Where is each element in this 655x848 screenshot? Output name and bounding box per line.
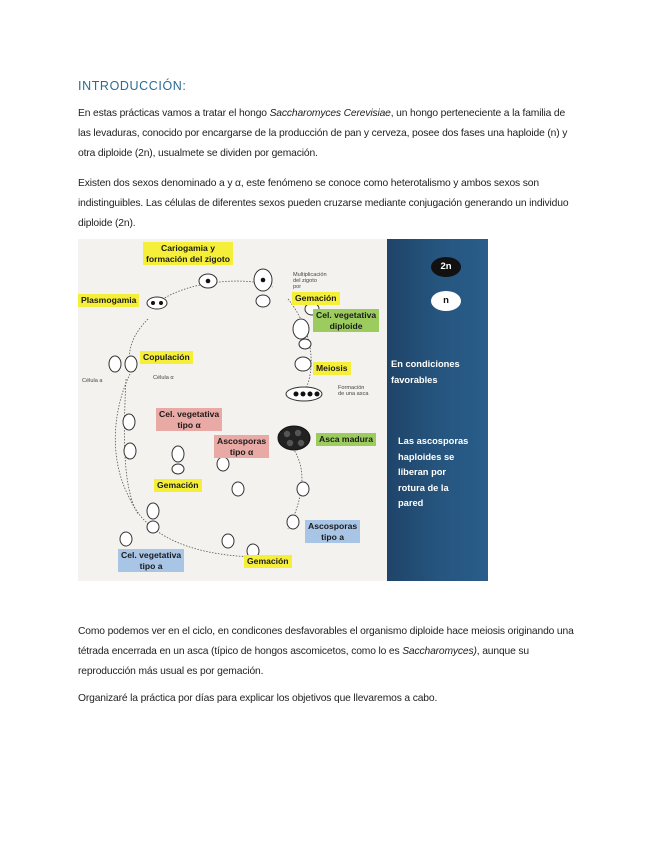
label-ascosporas-a-line2: tipo a bbox=[321, 531, 345, 542]
text-ascosporas-liberan bbox=[398, 434, 468, 512]
text-favorables-line2: favorables bbox=[391, 374, 438, 385]
label-meiosis: Meiosis bbox=[313, 362, 351, 375]
label-ascosporas-alpha-line1: Ascosporas bbox=[217, 436, 267, 446]
section-heading: INTRODUCCIÓN: bbox=[78, 79, 187, 93]
label-cel-veg-a-line1: Cel. vegetativa bbox=[121, 550, 182, 560]
small-formacion-asca: Formación de una asca bbox=[338, 385, 369, 398]
label-cel-veg-alpha-line2: tipo α bbox=[177, 419, 201, 430]
label-gemacion-top: Gemación bbox=[292, 292, 340, 305]
label-asca-madura: Asca madura bbox=[316, 433, 376, 446]
text-liberan-line4: rotura de la bbox=[398, 482, 449, 493]
label-cel-veg-a bbox=[118, 549, 184, 572]
badge-2n: 2n bbox=[431, 257, 461, 277]
label-ascosporas-a-line1: Ascosporas bbox=[308, 521, 358, 531]
text-liberan-line5: pared bbox=[398, 498, 424, 509]
text-liberan-line1: Las ascosporas bbox=[398, 436, 469, 446]
label-cel-veg-alpha bbox=[156, 408, 222, 431]
life-cycle-figure bbox=[78, 239, 488, 581]
species-name: Saccharomyces Cerevisiae bbox=[269, 108, 391, 119]
small-multiplicacion: Multiplicación del zigoto por bbox=[293, 272, 327, 291]
text-favorables-line1: En condiciones bbox=[391, 359, 460, 369]
text-liberan-line3: liberan por bbox=[398, 467, 447, 478]
label-gemacion-mid: Gemación bbox=[154, 479, 202, 492]
small-celula-alpha: Célula α bbox=[153, 375, 174, 381]
text-liberan-line2: haploides se bbox=[398, 451, 455, 462]
plasmogamia-cells bbox=[147, 297, 167, 309]
mature-ascus bbox=[278, 426, 310, 450]
conclusion-paragraph bbox=[78, 622, 578, 681]
label-cariogamia bbox=[143, 242, 233, 265]
label-cel-veg-a-line2: tipo a bbox=[139, 560, 163, 571]
label-cariogamia-line2: formación del zigoto bbox=[146, 253, 231, 264]
copulation-cells bbox=[109, 356, 137, 372]
label-ascosporas-alpha-line2: tipo α bbox=[229, 446, 254, 457]
label-cel-veg-diploide-line1: Cel. vegetativa bbox=[316, 310, 377, 320]
badge-n: n bbox=[431, 291, 461, 311]
p1-text-before: En estas prácticas vamos a tratar el hongo bbox=[78, 108, 270, 119]
intro-paragraph-1 bbox=[78, 104, 578, 163]
label-plasmogamia: Plasmogamia bbox=[78, 294, 139, 307]
label-ascosporas-alpha bbox=[214, 435, 269, 458]
intro-paragraph-2: Existen dos sexos denominado a y α, este fenómeno se conoce como heterotalismo y ambos sexos son indistinguibles. Las células de diferentes sexos pueden cruzarse mediante conjugación generando un individuo diploide (2n). bbox=[78, 178, 569, 229]
label-cel-veg-diploide-line2: diploide bbox=[329, 320, 363, 331]
small-celula-a: Célula a bbox=[82, 378, 103, 384]
label-cel-veg-diploide bbox=[313, 309, 379, 332]
genus-name: Saccharomyces) bbox=[402, 645, 477, 657]
label-cariogamia-line1: Cariogamia y bbox=[161, 243, 215, 253]
label-ascosporas-a bbox=[305, 520, 360, 543]
plan-paragraph: Organizaré la práctica por días para explicar los objetivos que llevaremos a cabo. bbox=[78, 693, 438, 704]
p1-text-after: , un hongo perteneciente a la familia de las levaduras, conocido por encargarse de la producción de pan y cerveza, posee dos fases una haploide (n) y otra diploide (2n), usualmete se dividen por gemación. bbox=[78, 108, 568, 159]
p3-text-before: Como podemos ver en el ciclo, en condicones desfavorables el organismo diploide hace meiosis originando una tétrada encerrada en un asca (típico de hongos ascomicetos, como lo es bbox=[78, 626, 574, 657]
label-gemacion-bottom: Gemación bbox=[244, 555, 292, 568]
legend-panel bbox=[387, 239, 488, 581]
ascus-formation bbox=[286, 387, 322, 401]
p3-text-after: , aunque su reproducción más usual es por gemación. bbox=[78, 645, 529, 677]
label-cel-veg-alpha-line1: Cel. vegetativa bbox=[159, 409, 220, 419]
label-copulacion: Copulación bbox=[140, 351, 193, 364]
text-favorables bbox=[391, 357, 460, 388]
